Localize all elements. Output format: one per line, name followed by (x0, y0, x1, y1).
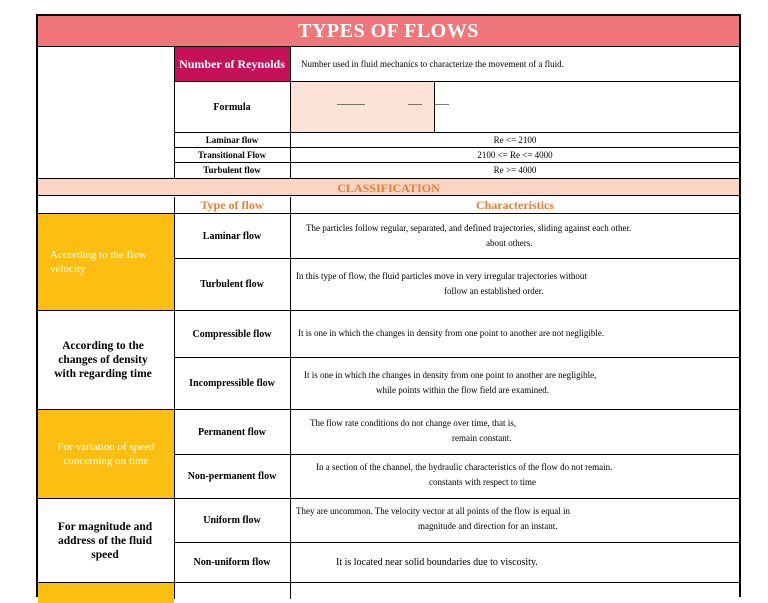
flow-type: Permanent flow (197, 426, 267, 438)
range-name: Turbulent flow (203, 164, 261, 175)
classification-title: CLASSIFICATION (38, 178, 739, 196)
flow-type: Non-uniform flow (193, 557, 271, 568)
range-name: Transitional Flow (197, 149, 267, 160)
flow-type: Incompressible flow (189, 378, 275, 389)
flow-description: It is one in which the changes in density from one point to another are not negligible. (298, 328, 605, 338)
flow-description: The particles follow regular, separated, and defined trajectories, sliding against each other. about others. (306, 223, 632, 248)
formula-label: Formula (213, 101, 251, 113)
flow-type: Uniform flow (203, 515, 261, 526)
category-density-changes: According to the changes of density with regarding time (54, 340, 152, 380)
range-name: Laminar flow (205, 135, 259, 145)
flow-type: Non-permanent flow (187, 471, 277, 482)
reynolds-definition: Number used in fluid mechanics to characterize the movement of a fluid. (301, 59, 564, 69)
formula-fraction (290, 82, 434, 132)
range-condition: Re >= 4000 (493, 164, 537, 175)
flow-type: Turbulent flow (200, 279, 264, 290)
category-speed-variation: For variation of speed concerning on time (38, 410, 174, 498)
flow-type: Compressible flow (192, 328, 272, 340)
flow-description: It is one in which the changes in density from one point to another are negligible, while points within the flow field are examined. (304, 370, 597, 395)
reynolds-label: Number of Reynolds (174, 47, 290, 81)
page-title: TYPES OF FLOWS (38, 16, 739, 47)
column-header-type: Type of flow (200, 198, 264, 212)
range-condition: 2100 <= Re <= 4000 (477, 149, 553, 160)
flow-description: In this type of flow, the fluid particles move in very irregular trajectories without follow an established order. (296, 271, 587, 296)
category-partial (38, 583, 174, 603)
range-condition: Re <= 2100 (493, 135, 537, 145)
flow-types-table (36, 14, 741, 597)
category-magnitude-direction: For magnitude and address of the fluid speed (57, 520, 153, 561)
flow-description: In a section of the channel, the hydraulic characteristics of the flow do not remain. constants with respect to time (316, 462, 613, 487)
flow-description: The flow rate conditions do not change over time, that is, remain constant. (310, 418, 516, 443)
column-header-characteristics: Characteristics (476, 198, 554, 212)
flow-description: It is located near solid boundaries due to viscosity. (336, 557, 538, 568)
flow-description: They are uncommon. The velocity vector at all points of the flow is equal in magnitude and direction for an instant. (296, 506, 571, 531)
category-flow-velocity: According to the flow velocity (38, 214, 174, 310)
flow-type: Laminar flow (202, 230, 262, 242)
